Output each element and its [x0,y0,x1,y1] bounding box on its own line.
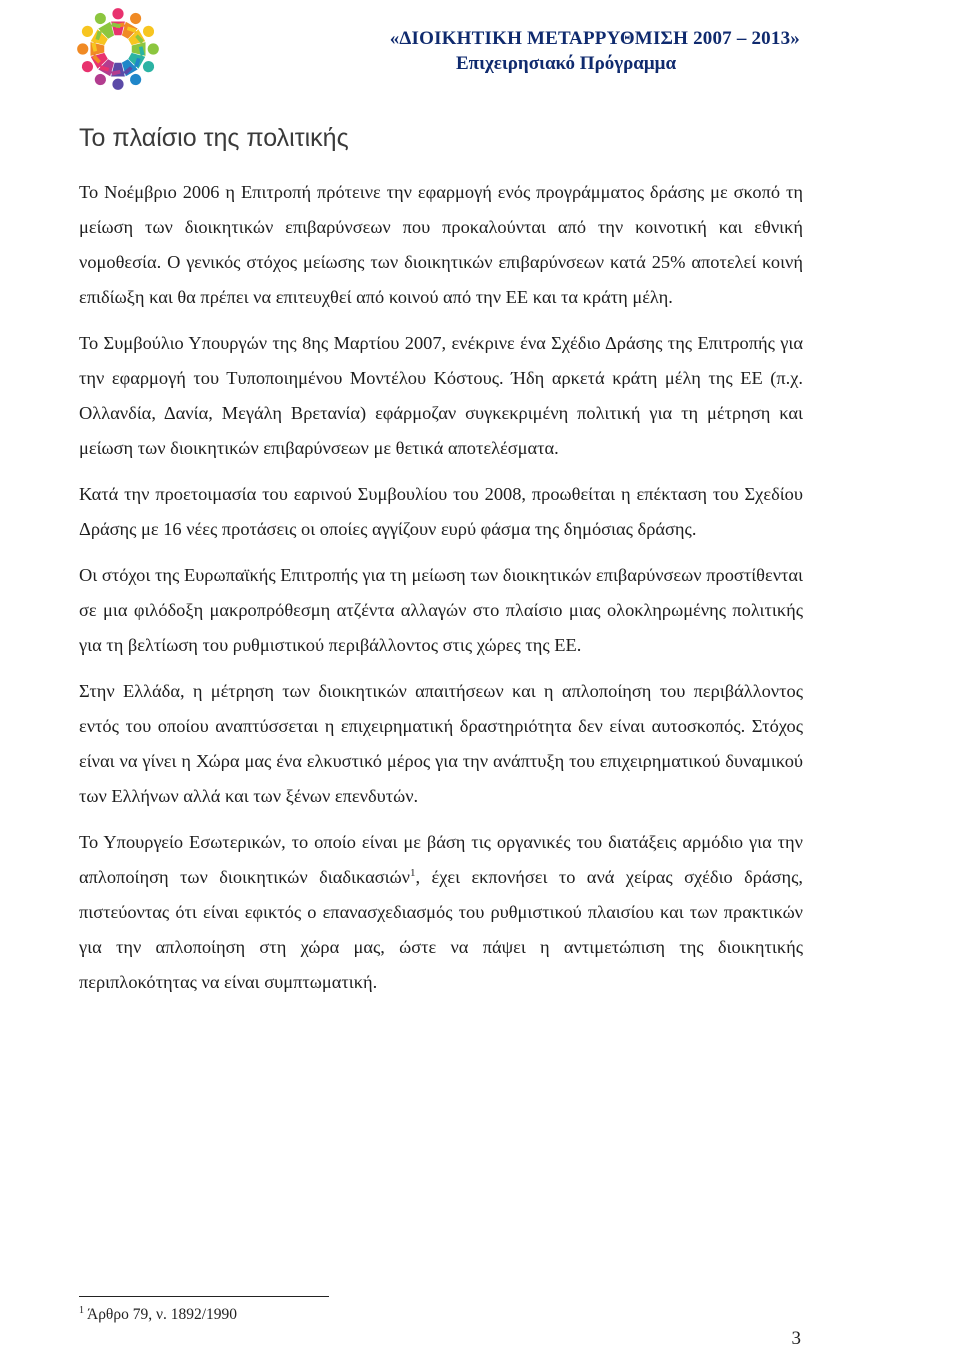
paragraph: Κατά την προετοιμασία του εαρινού Συμβουλίου του 2008, προωθείται η επέκταση του Σχεδίου Δράσης με 16 νέες προτάσεις οι οποίες αγγίζουν ευρύ φάσμα της δημόσιας δράσης. [79,484,803,539]
header-title: «ΔΙΟΙΚΗΤΙΚΗ ΜΕΤΑΡΡΥΘΜΙΣΗ 2007 – 2013» [389,28,800,49]
logo-figure-head [112,79,123,90]
paragraph-text: Το Υπουργείο Εσωτερικών, το οποίο είναι με βάση τις οργανικές του διατάξεις αρμόδιο για την απλοποίηση των διοικητικών διαδικασιών [79,832,803,887]
page-number: 3 [791,1328,801,1349]
program-logo [75,6,161,92]
paragraph: Το Συμβούλιο Υπουργών της 8ης Μαρτίου 2007, ενέκρινε ένα Σχέδιο Δράσης της Επιτροπής για την εφαρμογή του Τυποποιημένου Μοντέλου Κόστους. Ήδη αρκετά κράτη μέλη της ΕΕ (π.χ. Ολλανδία, Δανία, Μεγάλη Βρετανία) εφάρμοζαν συγκεκριμένη πολιτική για τη μέτρηση και μείωση των διοικητικών επιβαρύνσεων με θετικά αποτελέσματα. [79,333,803,458]
logo-figure-head [141,59,156,74]
footnote-text: Άρθρο 79, ν. 1892/1990 [87,1306,238,1324]
logo-figure-head [112,8,123,19]
paragraph: Οι στόχοι της Ευρωπαϊκής Επιτροπής για τη μείωση των διοικητικών επιβαρύνσεων προστίθενται σε μια φιλόδοξη μακροπρόθεσμη ατζέντα αλλαγών στο πλαίσιο μιας ολοκληρωμένης πολιτικής για τη βελτίωση του ρυθμιστικού περιβάλλοντος στις χώρες της ΕΕ. [79,565,803,655]
paragraph-with-footnote [79,825,803,1000]
header-subtitle: Επιχειρησιακό Πρόγραμμα [456,53,677,74]
logo-figure-head [93,72,108,87]
body-text [79,175,803,1011]
section-heading: Το πλαίσιο της πολιτικής [79,124,349,152]
logo-figure-head [80,59,95,74]
paragraph-text: , έχει εκπονήσει το ανά χείρας σχέδιο δράσης, πιστεύοντας ότι είναι εφικτός ο επανασχεδιασμός του ρυθμιστικού πλαισίου και των πρακτικών για την απλοποίηση στη χώρα μας, ώστε να πάψει η αντιμετώπιση της διοικητικής περιπλοκότητας να είναι συμπτωματική. [79,867,803,992]
logo-figure-head [128,72,143,87]
logo-figure-head [93,11,108,26]
logo-figure-head [128,11,143,26]
paragraph: Το Νοέμβριο 2006 η Επιτροπή πρότεινε την εφαρμογή ενός προγράμματος δράσης με σκοπό τη μείωση των διοικητικών επιβαρύνσεων που προκαλούνται από την κοινοτική και εθνική νομοθεσία. Ο γενικός στόχος μείωσης των διοικητικών επιβαρύνσεων κατά 25% αποτελεί κοινή επιδίωξη και θα πρέπει να επιτευχθεί από κοινού από την ΕΕ και τα κράτη μέλη. [79,182,803,307]
logo-figure-head [77,43,88,54]
logo-figure-head [141,24,156,39]
footnote-separator [79,1296,329,1297]
paragraph: Στην Ελλάδα, η μέτρηση των διοικητικών απαιτήσεων και η απλοποίηση του περιβάλλοντος εντός του οποίου αναπτύσσεται η επιχειρηματική δραστηριότητα δεν είναι αυτοσκοπός. Στόχος είναι να γίνει η Χώρα μας ένα ελκυστικό μέρος για την ανάπτυξη του επιχειρηματικού δυναμικού των Ελλήνων αλλά και των ξένων επενδυτών. [79,681,803,806]
footnote-reference[interactable]: 1 [410,866,416,879]
footnote-number: 1 [79,1305,84,1316]
logo-figure-head [148,43,159,54]
logo-figure-head [80,24,95,39]
footnote [79,1305,237,1324]
